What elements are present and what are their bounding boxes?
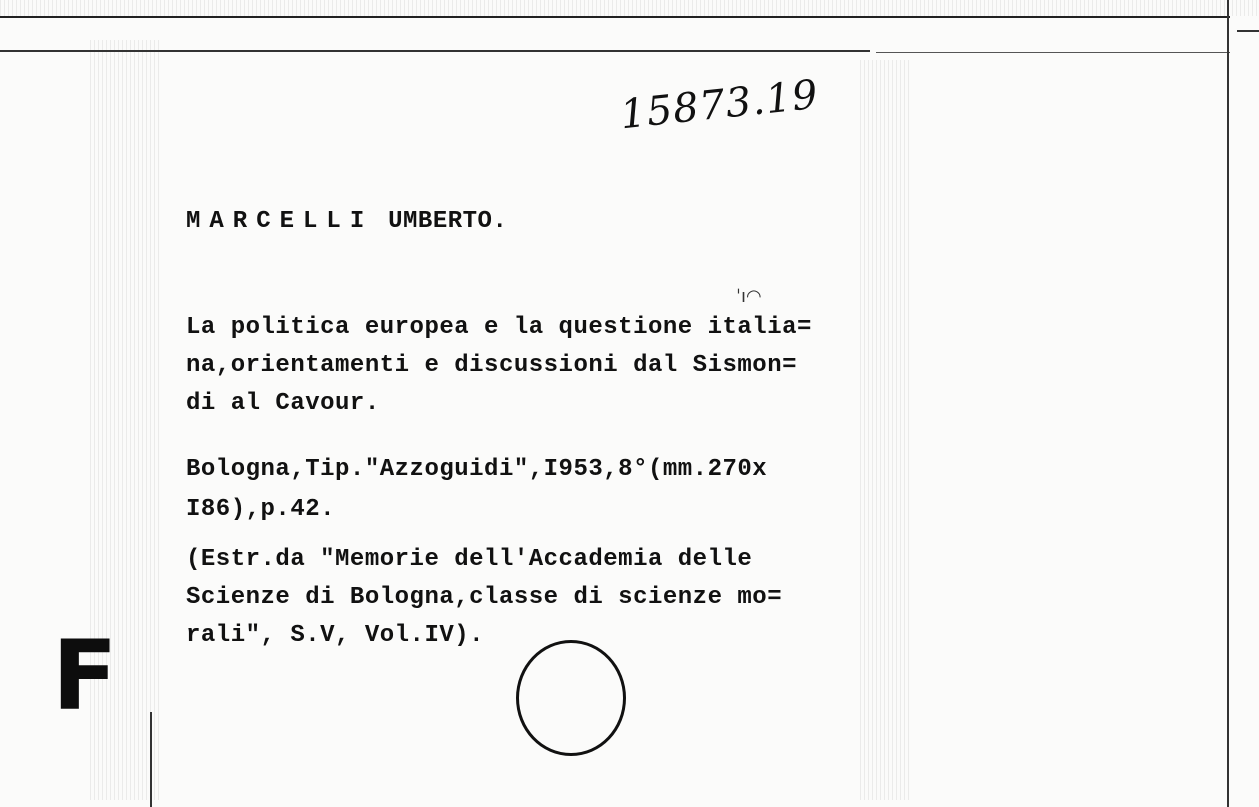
author-heading	[186, 208, 507, 235]
note-line: (Estr.da "Memorie dell'Accademia delle	[186, 546, 753, 573]
top-edge-line	[0, 16, 1230, 18]
title-line: na,orientamenti e discussioni dal Sismon=	[186, 352, 797, 379]
note-line: rali", S.V, Vol.IV).	[186, 622, 485, 649]
card-top-border	[0, 50, 870, 52]
bottom-left-mark	[150, 712, 152, 807]
punch-hole-circle	[516, 640, 626, 756]
title-line: di al Cavour.	[186, 390, 380, 417]
right-edge-line	[1227, 0, 1229, 807]
annotation-mark: ˈı◠	[736, 286, 762, 307]
author-given-name: UMBERTO.	[388, 208, 508, 235]
margin-letter: F	[52, 620, 118, 732]
title-line: La politica europea e la questione italia=	[186, 314, 812, 341]
imprint-line: Bologna,Tip."Azzoguidi",I953,8°(mm.270x	[186, 456, 768, 483]
note-line: Scienze di Bologna,classe di scienze mo=	[186, 584, 783, 611]
scan-noise-right	[860, 60, 910, 800]
imprint-line: I86),p.42.	[186, 496, 336, 523]
handwritten-inventory-number: 15873.19	[618, 71, 821, 139]
right-tab-line	[1237, 30, 1259, 32]
scan-noise-top	[0, 0, 1259, 16]
author-surname: MARCELLI	[186, 208, 374, 235]
card-top-border-right	[876, 52, 1230, 53]
